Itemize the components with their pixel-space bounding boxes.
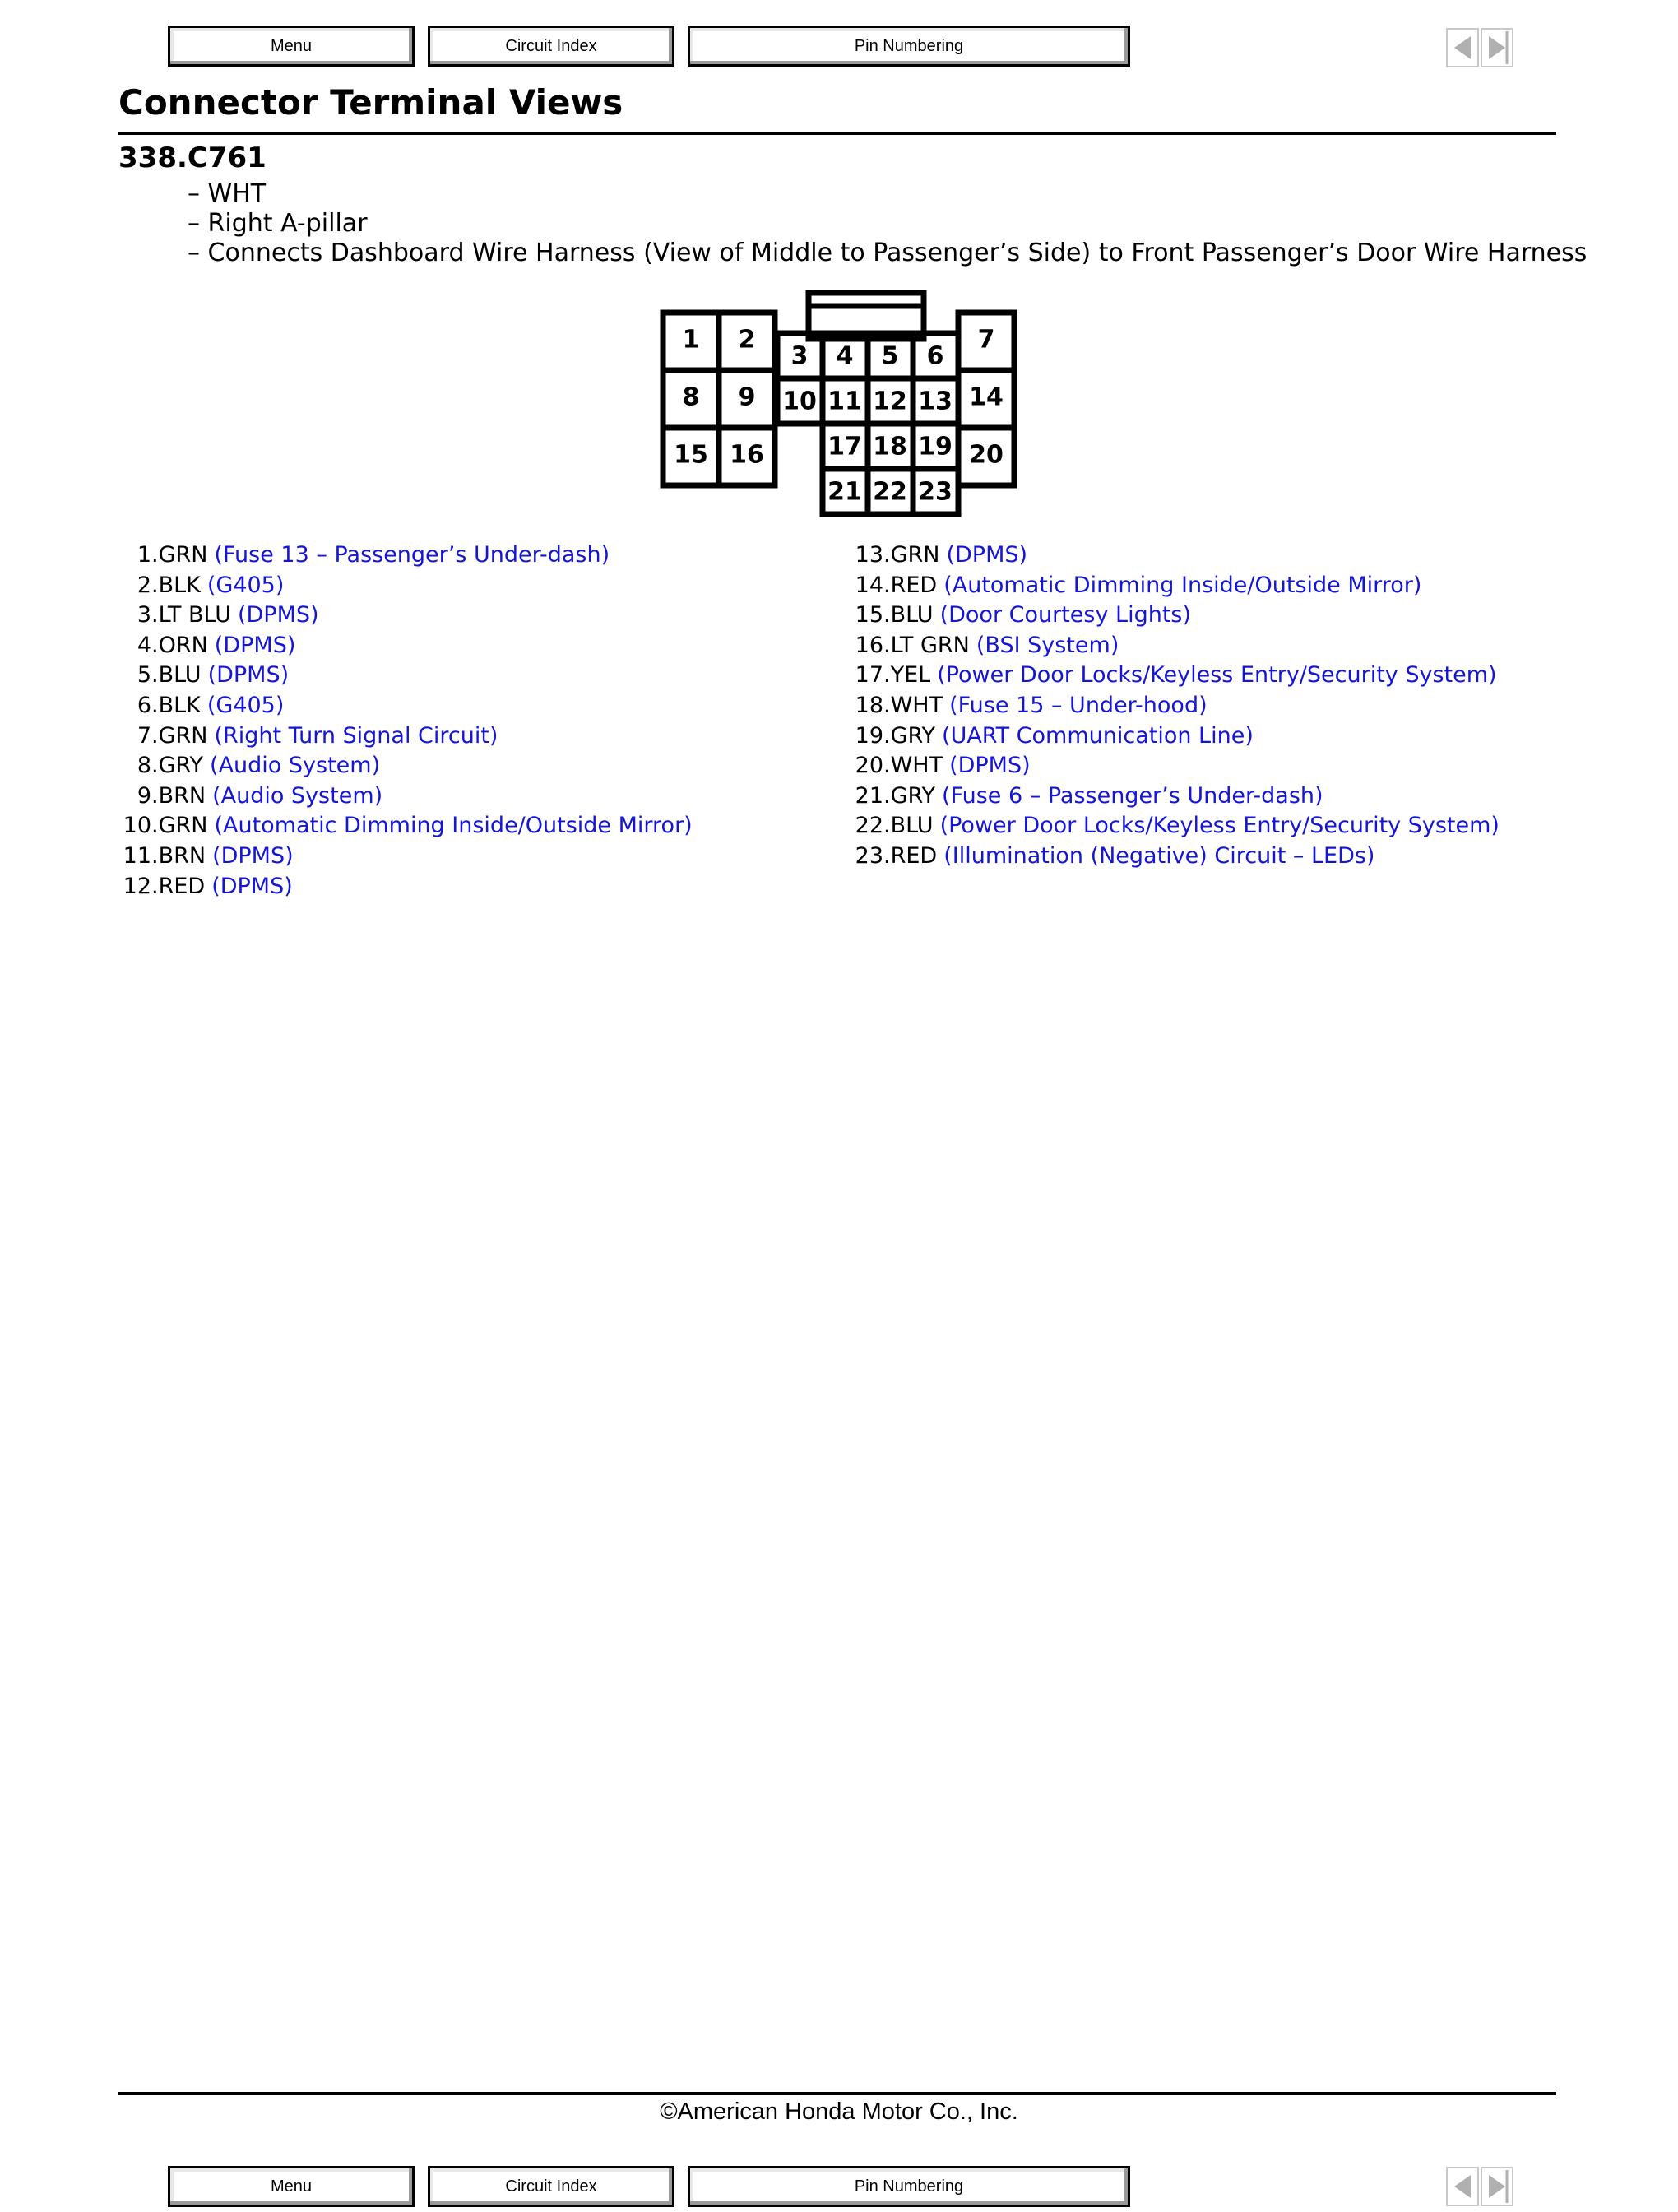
wire-color: .WHT (883, 753, 943, 779)
pin-number: 11 (123, 842, 151, 869)
menu-button[interactable]: Menu (168, 2166, 415, 2207)
top-page-arrows (1446, 28, 1513, 67)
pin-numbering-button[interactable]: Pin Numbering (688, 26, 1130, 67)
pin-entry (118, 751, 579, 781)
wire-color: .BLU (151, 662, 202, 689)
circuit-link[interactable]: (UART Communication Line) (942, 722, 1254, 749)
circuit-link[interactable]: (G405) (206, 692, 285, 718)
circuit-link[interactable]: (DPMS) (949, 753, 1031, 779)
pin-label-9: 9 (738, 383, 756, 412)
pin-number: 19 (855, 722, 883, 749)
wire-color: .BLU (883, 602, 934, 628)
pin-entry (851, 811, 1558, 842)
pin-number: 2 (137, 572, 151, 598)
circuit-index-button[interactable]: Circuit Index (428, 26, 674, 67)
wire-color: .RED (151, 873, 206, 899)
connector-location: – Right A-pillar (188, 209, 368, 238)
pin-number: 10 (123, 813, 151, 839)
pin-entry (118, 691, 579, 721)
pin-numbering-button[interactable]: Pin Numbering (688, 2166, 1130, 2207)
circuit-link[interactable]: (Audio System) (210, 753, 381, 779)
circuit-link[interactable]: (Illumination (Negative) Circuit – LEDs) (943, 842, 1375, 869)
wire-color: .RED (883, 842, 938, 869)
circuit-link[interactable]: (DPMS) (211, 873, 293, 899)
pin-number: 3 (137, 602, 151, 628)
connector-connection: – Connects Dashboard Wire Harness (View of Middle to Passenger’s Side) to Front Passenger’s Door Wire Harness (188, 239, 1588, 267)
pin-entry (118, 781, 579, 812)
circuit-link[interactable]: (Fuse 15 – Under-hood) (949, 692, 1208, 718)
pin-number: 15 (855, 602, 883, 628)
wire-color: .ORN (151, 632, 208, 658)
pin-number: 12 (123, 873, 151, 899)
wire-color: .LT GRN (883, 632, 970, 658)
wire-color: .GRY (883, 782, 936, 809)
pin-label-5: 5 (881, 341, 899, 371)
pin-label-20: 20 (969, 440, 1004, 470)
circuit-link[interactable]: (Power Door Locks/Keyless Entry/Security System) (937, 662, 1497, 689)
pin-label-7: 7 (977, 325, 995, 355)
circuit-link[interactable]: (Right Turn Signal Circuit) (214, 722, 498, 749)
wire-color: .GRN (151, 722, 208, 749)
connector-color: – WHT (188, 179, 267, 208)
circuit-link[interactable]: (Automatic Dimming Inside/Outside Mirror) (214, 813, 693, 839)
pin-label-11: 11 (827, 387, 862, 416)
wire-color: .BRN (151, 782, 206, 809)
pin-number: 13 (855, 542, 883, 568)
pin-entry (851, 721, 1558, 752)
circuit-link[interactable]: (DPMS) (214, 632, 296, 658)
menu-button[interactable]: Menu (168, 26, 415, 67)
pin-number: 22 (855, 813, 883, 839)
pin-number: 17 (855, 662, 883, 689)
circuit-index-button[interactable]: Circuit Index (428, 2166, 674, 2207)
pin-entry (118, 842, 579, 872)
circuit-link[interactable]: (G405) (206, 572, 285, 598)
pin-label-4: 4 (836, 341, 854, 371)
circuit-link[interactable]: (DPMS) (207, 662, 290, 689)
pin-entry (851, 540, 1558, 571)
page-title: Connector Terminal Views (118, 82, 623, 123)
wire-color: .WHT (883, 692, 943, 718)
pin-number: 9 (137, 782, 151, 809)
circuit-link[interactable]: (Fuse 6 – Passenger’s Under-dash) (942, 782, 1323, 809)
pin-label-23: 23 (918, 477, 953, 507)
circuit-link[interactable]: (BSI System) (976, 632, 1119, 658)
pin-label-13: 13 (918, 387, 953, 416)
pin-number: 20 (855, 753, 883, 779)
bottom-page-arrows (1446, 2167, 1513, 2206)
pin-number: 23 (855, 842, 883, 869)
circuit-link[interactable]: (DPMS) (237, 602, 319, 628)
pin-entry (118, 811, 693, 842)
pin-list-left (118, 540, 693, 902)
wire-color: .GRN (151, 813, 208, 839)
pin-number: 21 (855, 782, 883, 809)
pin-entry (118, 872, 579, 902)
wire-color: .LT BLU (151, 602, 231, 628)
wire-color: .RED (883, 572, 938, 598)
circuit-link[interactable]: (DPMS) (946, 542, 1028, 568)
wire-color: .BLK (151, 572, 201, 598)
pin-entry (118, 721, 579, 752)
pin-label-16: 16 (730, 440, 764, 470)
pin-label-1: 1 (682, 325, 700, 355)
pin-entry (851, 571, 1558, 601)
wire-color: .GRY (151, 753, 204, 779)
pin-label-8: 8 (682, 383, 700, 412)
pin-entry (118, 540, 610, 571)
pin-number: 1 (137, 542, 151, 568)
next-page-icon[interactable] (1481, 2167, 1513, 2206)
pin-label-3: 3 (790, 341, 809, 371)
pin-number: 4 (137, 632, 151, 658)
previous-page-icon[interactable] (1446, 2167, 1479, 2206)
pin-number: 7 (137, 722, 151, 749)
pin-entry (851, 661, 1558, 691)
copyright-text: ©American Honda Motor Co., Inc. (660, 2098, 1018, 2125)
pin-entry (118, 661, 579, 691)
pin-label-2: 2 (738, 325, 756, 355)
pin-label-19: 19 (918, 432, 953, 461)
connector-id: 338.C761 (118, 141, 267, 174)
pin-entry (851, 601, 1558, 631)
pin-label-10: 10 (782, 387, 817, 416)
pin-list-right (851, 540, 1558, 872)
pin-label-22: 22 (873, 477, 907, 507)
next-page-icon[interactable] (1481, 28, 1513, 67)
pin-label-6: 6 (926, 341, 944, 371)
previous-page-icon[interactable] (1446, 28, 1479, 67)
pin-label-18: 18 (873, 432, 907, 461)
pin-number: 6 (137, 692, 151, 718)
pin-entry (851, 631, 1558, 661)
pin-label-21: 21 (827, 477, 862, 507)
pin-entry (851, 751, 1558, 781)
wire-color: .BRN (151, 842, 206, 869)
pin-number: 16 (855, 632, 883, 658)
wire-color: .BLK (151, 692, 201, 718)
wire-color: .BLU (883, 813, 934, 839)
pin-entry (118, 631, 579, 661)
pin-label-14: 14 (969, 383, 1004, 412)
pin-entry (851, 781, 1558, 812)
pin-label-17: 17 (827, 432, 862, 461)
pin-number: 18 (855, 692, 883, 718)
pin-number: 5 (137, 662, 151, 689)
pin-number: 14 (855, 572, 883, 598)
wire-color: .GRN (883, 542, 940, 568)
pin-entry (851, 842, 1558, 872)
wire-color: .GRN (151, 542, 208, 568)
circuit-link[interactable]: (DPMS) (212, 842, 294, 869)
title-divider (118, 132, 1556, 135)
pin-number: 8 (137, 753, 151, 779)
pin-label-15: 15 (674, 440, 708, 470)
wire-color: .GRY (883, 722, 936, 749)
circuit-link[interactable]: (Audio System) (212, 782, 383, 809)
connector-diagram (658, 288, 1020, 526)
circuit-link[interactable]: (Power Door Locks/Keyless Entry/Security System) (939, 813, 1500, 839)
pin-label-12: 12 (873, 387, 907, 416)
circuit-link[interactable]: (Fuse 13 – Passenger’s Under-dash) (214, 542, 610, 568)
circuit-link[interactable]: (Door Courtesy Lights) (939, 602, 1192, 628)
pin-entry (118, 571, 579, 601)
pin-entry (851, 691, 1558, 721)
pin-entry (118, 601, 579, 631)
wire-color: .YEL (883, 662, 931, 689)
circuit-link[interactable]: (Automatic Dimming Inside/Outside Mirror) (943, 572, 1422, 598)
footer-divider (118, 2092, 1556, 2095)
